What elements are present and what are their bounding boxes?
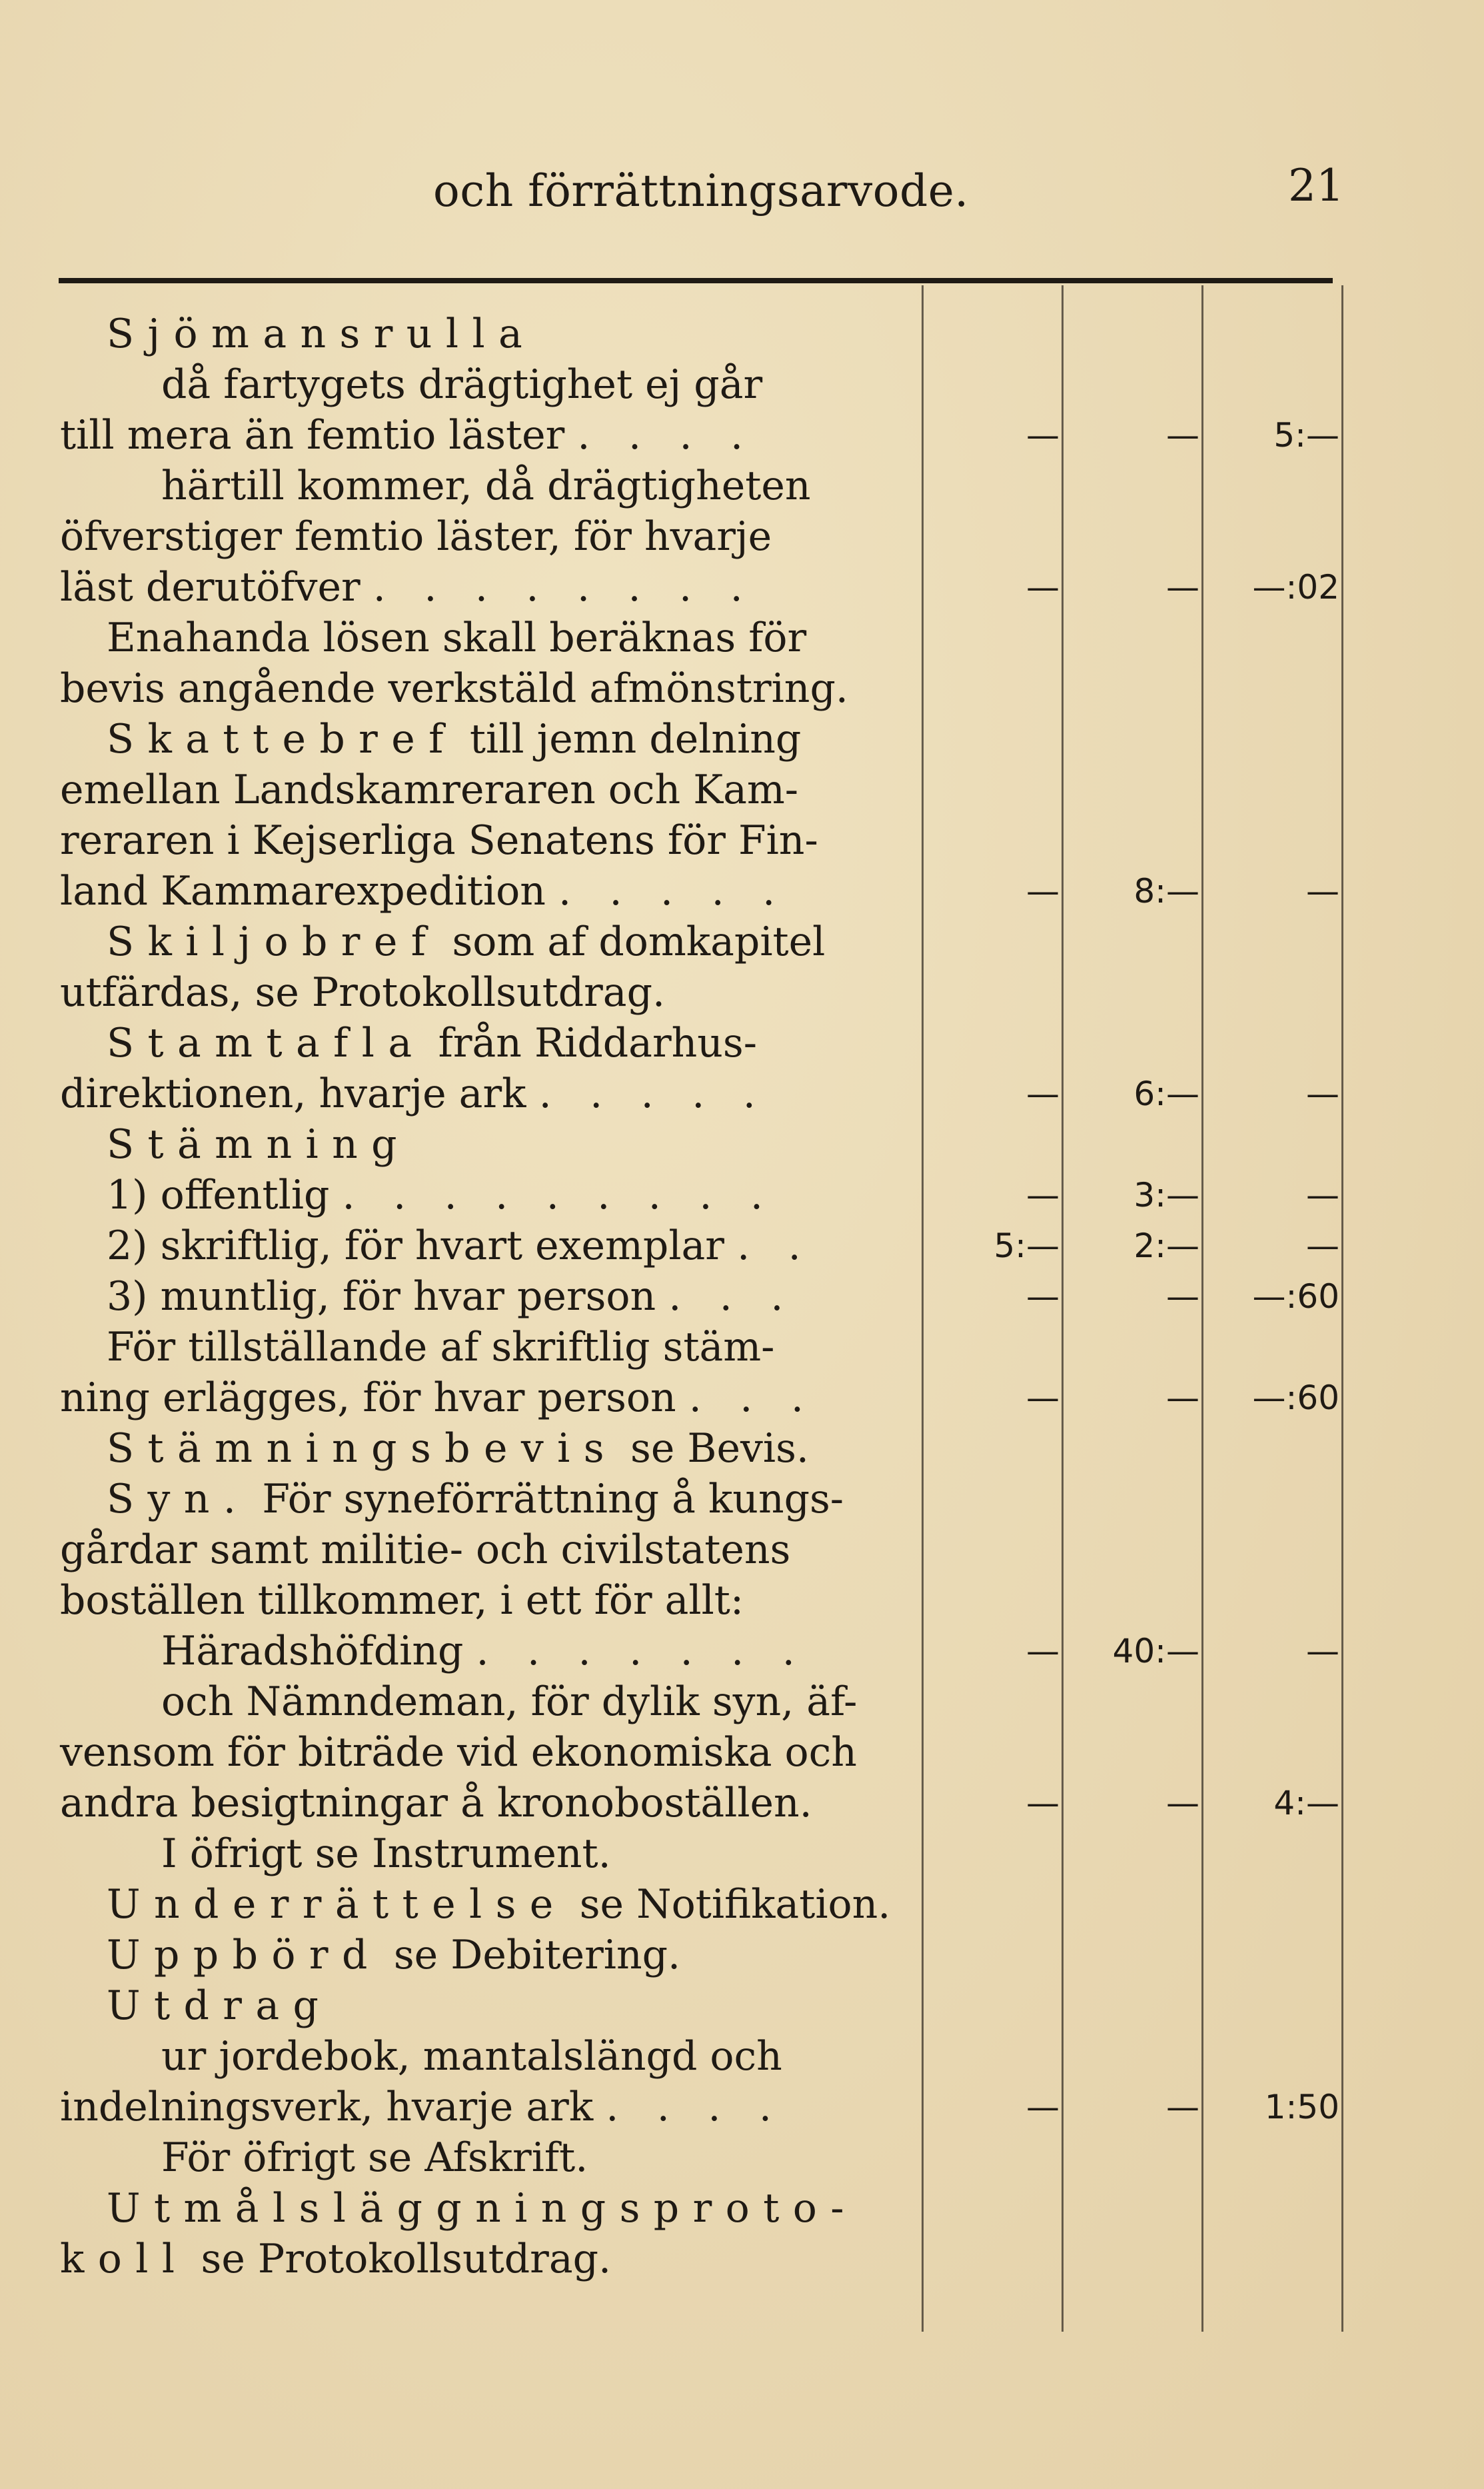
text-line: läst derutöfver . . . . . . . . [60, 564, 756, 611]
column-divider-3 [1201, 285, 1203, 2332]
header-rule [59, 278, 1333, 283]
fee-value: — [1026, 1075, 1060, 1113]
text-line: utfärdas, se Protokollsutdrag. [60, 969, 666, 1016]
fee-value: — [1306, 1075, 1339, 1113]
entry-heading: Utdrag [107, 1982, 333, 2029]
text-line: 1) offentlig . . . . . . . . . [107, 1172, 776, 1219]
column-divider-1 [922, 285, 924, 2332]
column-divider-2 [1062, 285, 1064, 2332]
entry-heading: Utmålsläggningsproto- [107, 2185, 858, 2232]
fee-value: 4:— [1273, 1784, 1339, 1822]
running-header: och förrättningsarvode. [433, 165, 969, 217]
fee-value: — [1166, 1784, 1199, 1822]
text-line: 2) skriftlig, för hvart exemplar . . [107, 1223, 814, 1269]
text-line: indelningsverk, hvarje ark . . . . [60, 2084, 785, 2130]
text-line: då fartygets drägtighet ej går [161, 361, 763, 408]
column-divider-4 [1341, 285, 1343, 2332]
fee-value: — [1166, 2088, 1199, 2126]
text-line: och Nämndeman, för dylik syn, äf- [161, 1678, 858, 1725]
entry-heading: Underrättelse se Notifikation. [107, 1881, 891, 1928]
fee-value: 6:— [1133, 1075, 1199, 1113]
entry-heading: Stämningsbevis se Bevis. [107, 1425, 809, 1472]
text-line: ur jordebok, mantalslängd och [161, 2033, 782, 2080]
entry-heading: Skiljobref som af domkapitel [107, 919, 826, 965]
fee-value: — [1306, 1176, 1339, 1215]
fee-value: —:60 [1252, 1277, 1339, 1316]
page-number: 21 [1288, 160, 1344, 211]
text-line: I öfrigt se Instrument. [161, 1830, 611, 1877]
text-line: För öfrigt se Afskrift. [161, 2134, 588, 2181]
text-line: gårdar samt militie- och civilstatens [60, 1526, 791, 1573]
text-line: boställen tillkommer, i ett för allt: [60, 1577, 744, 1624]
entry-heading: Sjömansrulla [107, 311, 536, 357]
fee-value: — [1166, 1277, 1199, 1316]
fee-value: — [1166, 416, 1199, 455]
fee-value: 5:— [1273, 416, 1339, 455]
fee-value: — [1026, 2088, 1060, 2126]
entry-heading: koll se Protokollsutdrag. [60, 2236, 612, 2282]
fee-value: — [1026, 568, 1060, 607]
text-line: öfverstiger femtio läster, för hvarje [60, 513, 772, 560]
text-line: Enahanda lösen skall beräknas för [107, 615, 807, 661]
fee-value: 5:— [994, 1227, 1060, 1265]
entry-heading: Stamtafla från Riddarhus- [107, 1020, 757, 1067]
fee-value: — [1026, 872, 1060, 911]
fee-value: — [1306, 1632, 1339, 1670]
fee-value: — [1026, 1632, 1060, 1670]
text-line: land Kammarexpedition . . . . . [60, 868, 788, 915]
fee-value: 3:— [1133, 1176, 1199, 1215]
fee-value: —:02 [1252, 568, 1339, 607]
fee-value: 1:50 [1264, 2088, 1339, 2126]
text-line: För tillställande af skriftlig stäm- [107, 1324, 775, 1370]
text-line: bevis angående verkstäld afmönstring. [60, 665, 848, 712]
entry-heading: Syn. För syneförrättning å kungs- [107, 1476, 844, 1522]
text-line: härtill kommer, då drägtigheten [161, 463, 811, 509]
entry-heading: Uppbörd se Debitering. [107, 1932, 681, 1978]
text-line: direktionen, hvarje ark . . . . . [60, 1071, 769, 1117]
text-line: emellan Landskamreraren och Kam- [60, 767, 799, 813]
text-line: vensom för biträde vid ekonomiska och [60, 1729, 857, 1776]
fee-value: — [1026, 1176, 1060, 1215]
entry-heading: Stämning [107, 1121, 410, 1168]
fee-value: 40:— [1112, 1632, 1199, 1670]
fee-value: — [1306, 872, 1339, 911]
text-line: 3) muntlig, för hvar person . . . [107, 1273, 796, 1320]
fee-value: — [1026, 1378, 1060, 1417]
fee-value: — [1166, 568, 1199, 607]
text-line: reraren i Kejserliga Senatens för Fin- [60, 817, 818, 864]
fee-value: —:60 [1252, 1378, 1339, 1417]
fee-value: 8:— [1133, 872, 1199, 911]
fee-value: — [1026, 416, 1060, 455]
text-line: andra besigtningar å kronoboställen. [60, 1780, 812, 1826]
fee-value: — [1026, 1277, 1060, 1316]
fee-value: — [1166, 1378, 1199, 1417]
fee-value: 2:— [1133, 1227, 1199, 1265]
text-line: Häradshöfding . . . . . . . [161, 1628, 808, 1674]
text-line: till mera än femtio läster . . . . [60, 412, 756, 459]
fee-value: — [1306, 1227, 1339, 1265]
fee-value: — [1026, 1784, 1060, 1822]
entry-heading: Skattebref till jemn delning [107, 716, 802, 763]
text-line: ning erlägges, för hvar person . . . [60, 1374, 817, 1421]
